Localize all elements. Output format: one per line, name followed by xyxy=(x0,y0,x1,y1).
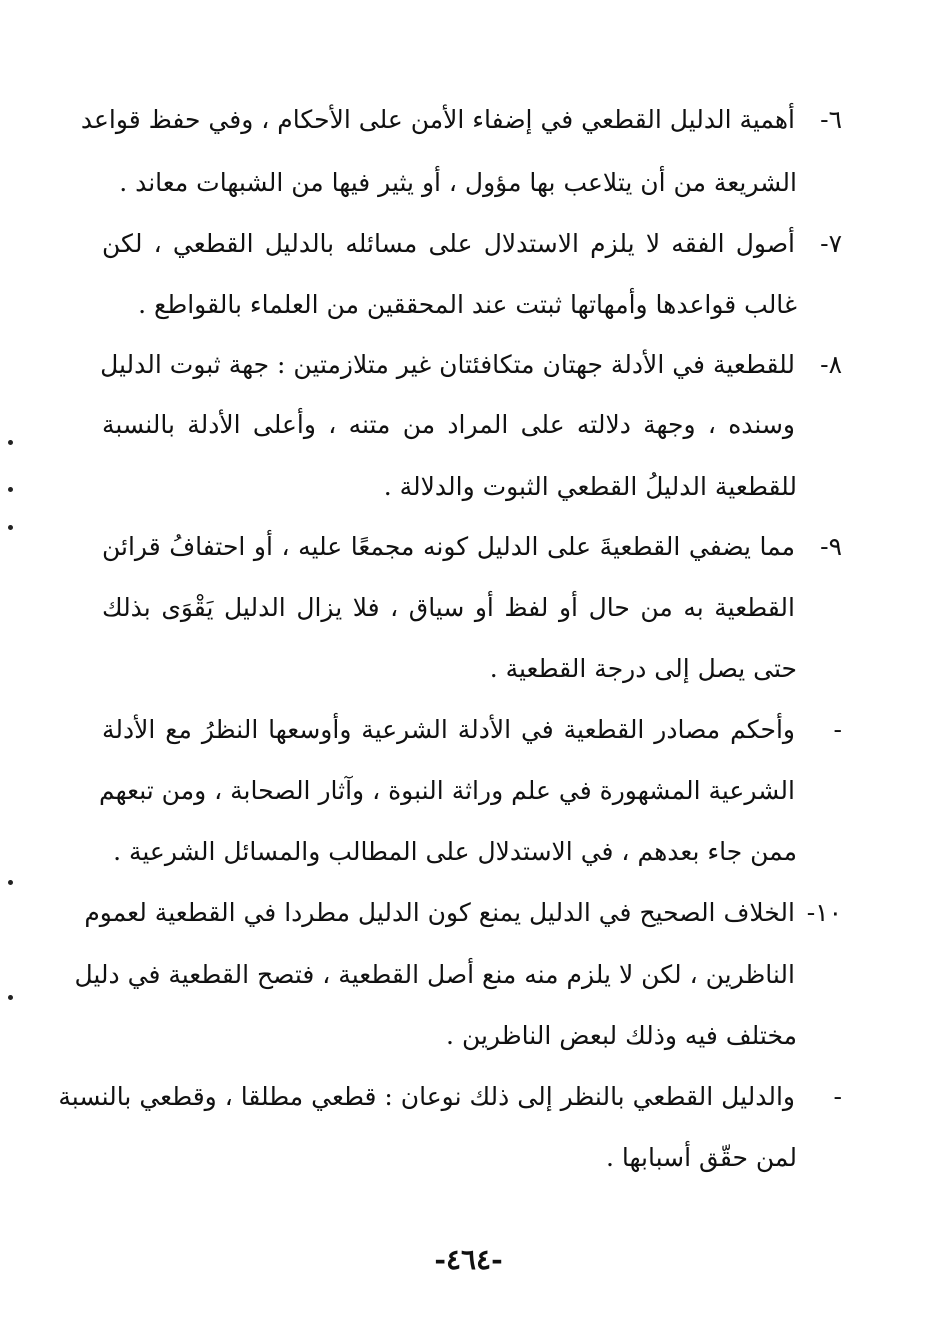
scan-mark xyxy=(8,525,13,530)
text-line: مختلف فيه وذلك لبعض الناظرين . xyxy=(446,1021,797,1050)
scan-mark xyxy=(8,880,13,885)
page-number: -٤٦٤- xyxy=(434,1243,503,1276)
item-dash: - xyxy=(833,1082,842,1111)
text-line: مما يضفي القطعيةَ على الدليل كونه مجمعًا عليه ، أو احتفافُ قرائن xyxy=(102,532,795,561)
scan-mark xyxy=(8,487,13,492)
text-line: للقطعية الدليلُ القطعي الثبوت والدلالة . xyxy=(383,472,797,501)
text-line: القطعية به من حال أو لفظ أو سياق ، فلا يزال الدليل يَقْوَى بذلك xyxy=(102,593,795,622)
text-line: غالب قواعدها وأمهاتها ثبتت عند المحققين من العلماء بالقواطع . xyxy=(138,290,797,319)
text-line: أهمية الدليل القطعي في إضفاء الأمن على الأحكام ، وفي حفظ قواعد xyxy=(80,105,795,134)
item-number: ٧- xyxy=(820,229,842,258)
scan-mark xyxy=(8,440,13,445)
text-line: أصول الفقه لا يلزم الاستدلال على مسائله بالدليل القطعي ، لكن xyxy=(102,229,795,258)
text-line: الخلاف الصحيح في الدليل يمنع كون الدليل مطردا في القطعية لعموم xyxy=(84,898,795,927)
text-line: للقطعية في الأدلة جهتان متكافئتان غير متلازمتين : جهة ثبوت الدليل xyxy=(100,350,795,379)
text-line: والدليل القطعي بالنظر إلى ذلك نوعان : قطعي مطلقا ، وقطعي بالنسبة xyxy=(58,1082,795,1111)
text-line: ممن جاء بعدهم ، في الاستدلال على المطالب والمسائل الشرعية . xyxy=(113,837,797,866)
item-dash: - xyxy=(833,715,842,744)
item-number: ٦- xyxy=(820,105,842,134)
text-line: وأحكم مصادر القطعية في الأدلة الشرعية وأوسعها النظرُ مع الأدلة xyxy=(102,715,795,744)
text-line: حتى يصل إلى درجة القطعية . xyxy=(489,654,797,683)
text-line: الناظرين ، لكن لا يلزم منه منع أصل القطعية ، فتصح القطعية في دليل xyxy=(74,960,795,989)
item-number: ٩- xyxy=(820,532,842,561)
item-number: ٨- xyxy=(820,350,842,379)
item-number: ١٠- xyxy=(806,898,842,927)
text-line: وسنده ، وجهة دلالته على المراد من متنه ، وأعلى الأدلة بالنسبة xyxy=(102,410,795,439)
text-line: الشريعة من أن يتلاعب بها مؤول ، أو يثير فيها من الشبهات معاند . xyxy=(119,168,797,197)
scan-mark xyxy=(8,995,13,1000)
text-line: لمن حقّق أسبابها . xyxy=(606,1143,797,1172)
text-line: الشرعية المشهورة في علم وراثة النبوة ، وآثار الصحابة ، ومن تبعهم xyxy=(99,776,795,805)
